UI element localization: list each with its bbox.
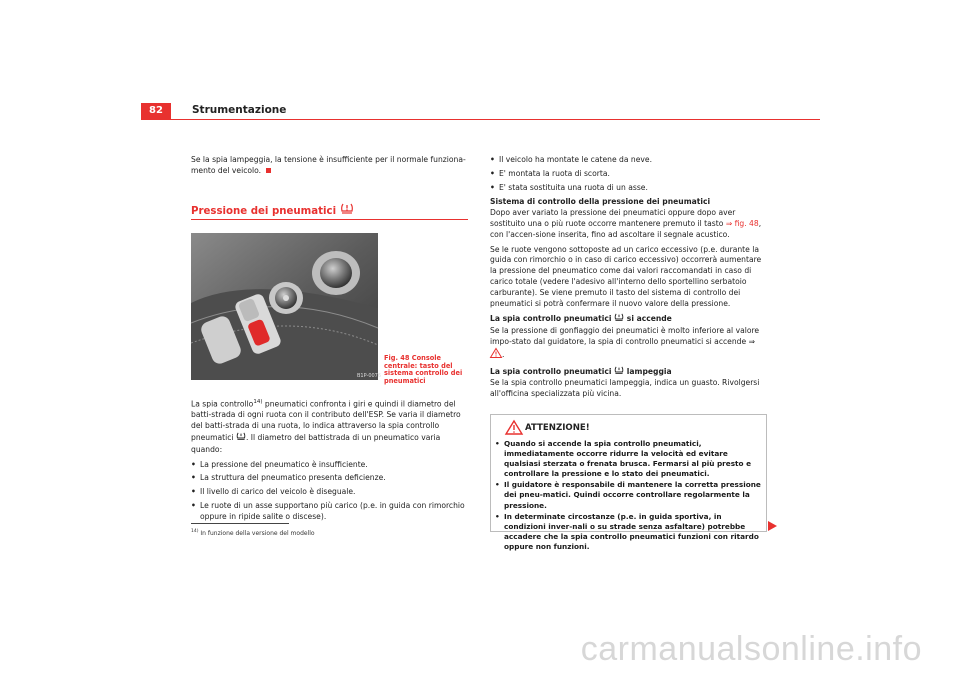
section-rule	[191, 219, 468, 220]
section-title	[191, 203, 354, 218]
list-item: • Le ruote di un asse supportano più carico (p.e. in guida con rimorchio oppure in ripide salite o discese).	[191, 501, 469, 523]
warning-title: ATTENZIONE!	[525, 423, 590, 433]
figure-caption: Fig. 48 Console centrale: tasto del sistema controllo dei pneumatici	[384, 354, 463, 385]
text: Se la pressione di gonfiaggio dei pneumatici è molto inferiore al valore impo-stato dal guidatore, la spia di controllo pneumatici si accende ⇒	[490, 326, 760, 346]
subheading	[490, 313, 768, 326]
tyre-pressure-icon	[340, 203, 354, 218]
tyre-pressure-icon	[614, 366, 624, 379]
figure-link[interactable]: ⇒ fig. 48	[725, 218, 759, 228]
right-body	[490, 155, 768, 404]
photo-code: B1P-0076	[357, 373, 382, 379]
warning-triangle-icon	[490, 348, 502, 362]
list-item: • Il veicolo ha montate le catene da neve.	[490, 155, 768, 166]
intro-paragraph	[191, 155, 469, 177]
next-page-arrow-icon[interactable]	[768, 521, 777, 531]
figure-photo	[191, 233, 382, 380]
left-body	[191, 397, 469, 523]
page-number: 82	[141, 103, 171, 119]
warning-box	[490, 414, 767, 551]
warning-item: • In determinate circostanze (p.e. in guida sportiva, in condizioni inver-nali o su strade senza asfaltare) potrebbe accadere che la spia controllo pneumatici funzioni con ritardo oppure non funzioni.	[495, 512, 761, 552]
body-paragraph	[191, 397, 469, 456]
warning-body	[495, 439, 761, 553]
list-item: • La pressione del pneumatico è insufficiente.	[191, 460, 469, 471]
list-item: • E' montata la ruota di scorta.	[490, 169, 768, 180]
footnote-text: In funzione della versione del modello	[200, 530, 315, 537]
footnote-rule	[191, 523, 289, 524]
warning-triangle-icon	[505, 420, 523, 439]
tyre-pressure-icon	[614, 313, 624, 326]
footnote-mark: 14)	[191, 529, 199, 534]
warning-item: • Il guidatore è responsabile di mantenere la corretta pressione dei pneu-matici. Quindi occorre controllare regolarmente la pressione.	[495, 480, 761, 510]
body-text-c: . Il diametro del battistrada di un pneumatico varia quando:	[191, 432, 441, 454]
footnote	[191, 529, 315, 537]
paragraph: Se la pressione di gonfiaggio dei pneumatici è molto inferiore al valore impo-stato dal guidatore, la spia di controllo pneumatici si accende ⇒ .	[490, 326, 768, 361]
tyre-pressure-icon	[236, 432, 246, 445]
paragraph: Se la spia controllo pneumatici lampeggia, indica un guasto. Rivolgersi all'officina specializzata più vicina.	[490, 378, 760, 399]
paragraph: Se le ruote vengono sottoposte ad un carico eccessivo (p.e. durante la guida con rimorchio o in caso di carico eccessivo) occorrerà aumentare la pressione del pneumatico come dai valori raccomandati in caso di carico totale (vedere l'adesivo all'interno dello sportellino serbatoio carburante). Se viene premuto il tasto del sistema di controllo dei pneumatici si potrà confermare il nuovo valore della pressione.	[490, 244, 762, 308]
body-text-a: La spia controllo	[191, 399, 254, 409]
body-text-b: pneumatici confronta i giri e quindi il diametro del batti-strada di ogni ruota con il contributo dell'ESP. Se varia il diametro del batti-strada di una ruota, lo indica attraverso la spia controllo pneumatici	[191, 399, 461, 442]
section-title-text: Pressione dei pneumatici	[191, 206, 337, 217]
text: Dopo aver variato la pressione dei pneumatici oppure dopo aver sostituito una o più ruote occorre mantenere premuto il tasto	[490, 208, 736, 228]
list-item: • E' stata sostituita una ruota di un asse.	[490, 183, 768, 194]
header-rule	[141, 119, 820, 120]
subheading-text: La spia controllo pneumatici	[490, 366, 612, 376]
running-header: Strumentazione	[192, 104, 287, 116]
subheading-text: La spia controllo pneumatici	[490, 314, 612, 324]
subheading: Sistema di controllo della pressione dei pneumatici	[490, 197, 711, 207]
subheading-text: si accende	[624, 314, 672, 324]
subheading	[490, 366, 768, 379]
footnote-reference: 14)	[253, 399, 263, 405]
paragraph	[490, 208, 768, 240]
text: , con l'accen-sione inserita, fino ad ascoltare il segnale acustico.	[490, 218, 762, 239]
watermark: carmanualsonline.info	[580, 630, 922, 668]
list-item: • La struttura del pneumatico presenta deficienze.	[191, 473, 469, 484]
end-marker-icon	[266, 168, 271, 173]
intro-text: Se la spia lampeggia, la tensione è insufficiente per il normale funziona-mento del veicolo.	[191, 155, 466, 175]
warning-item: • Quando si accende la spia controllo pneumatici, immediatamente occorre ridurre la velocità ed evitare qualsiasi sterzata o frenata brusca. Fermarsi al più presto e controllare la pressione e lo stato dei pneumatici.	[495, 439, 761, 479]
list-item: • Il livello di carico del veicolo è diseguale.	[191, 487, 469, 498]
subheading-text: lampeggia	[624, 366, 672, 376]
